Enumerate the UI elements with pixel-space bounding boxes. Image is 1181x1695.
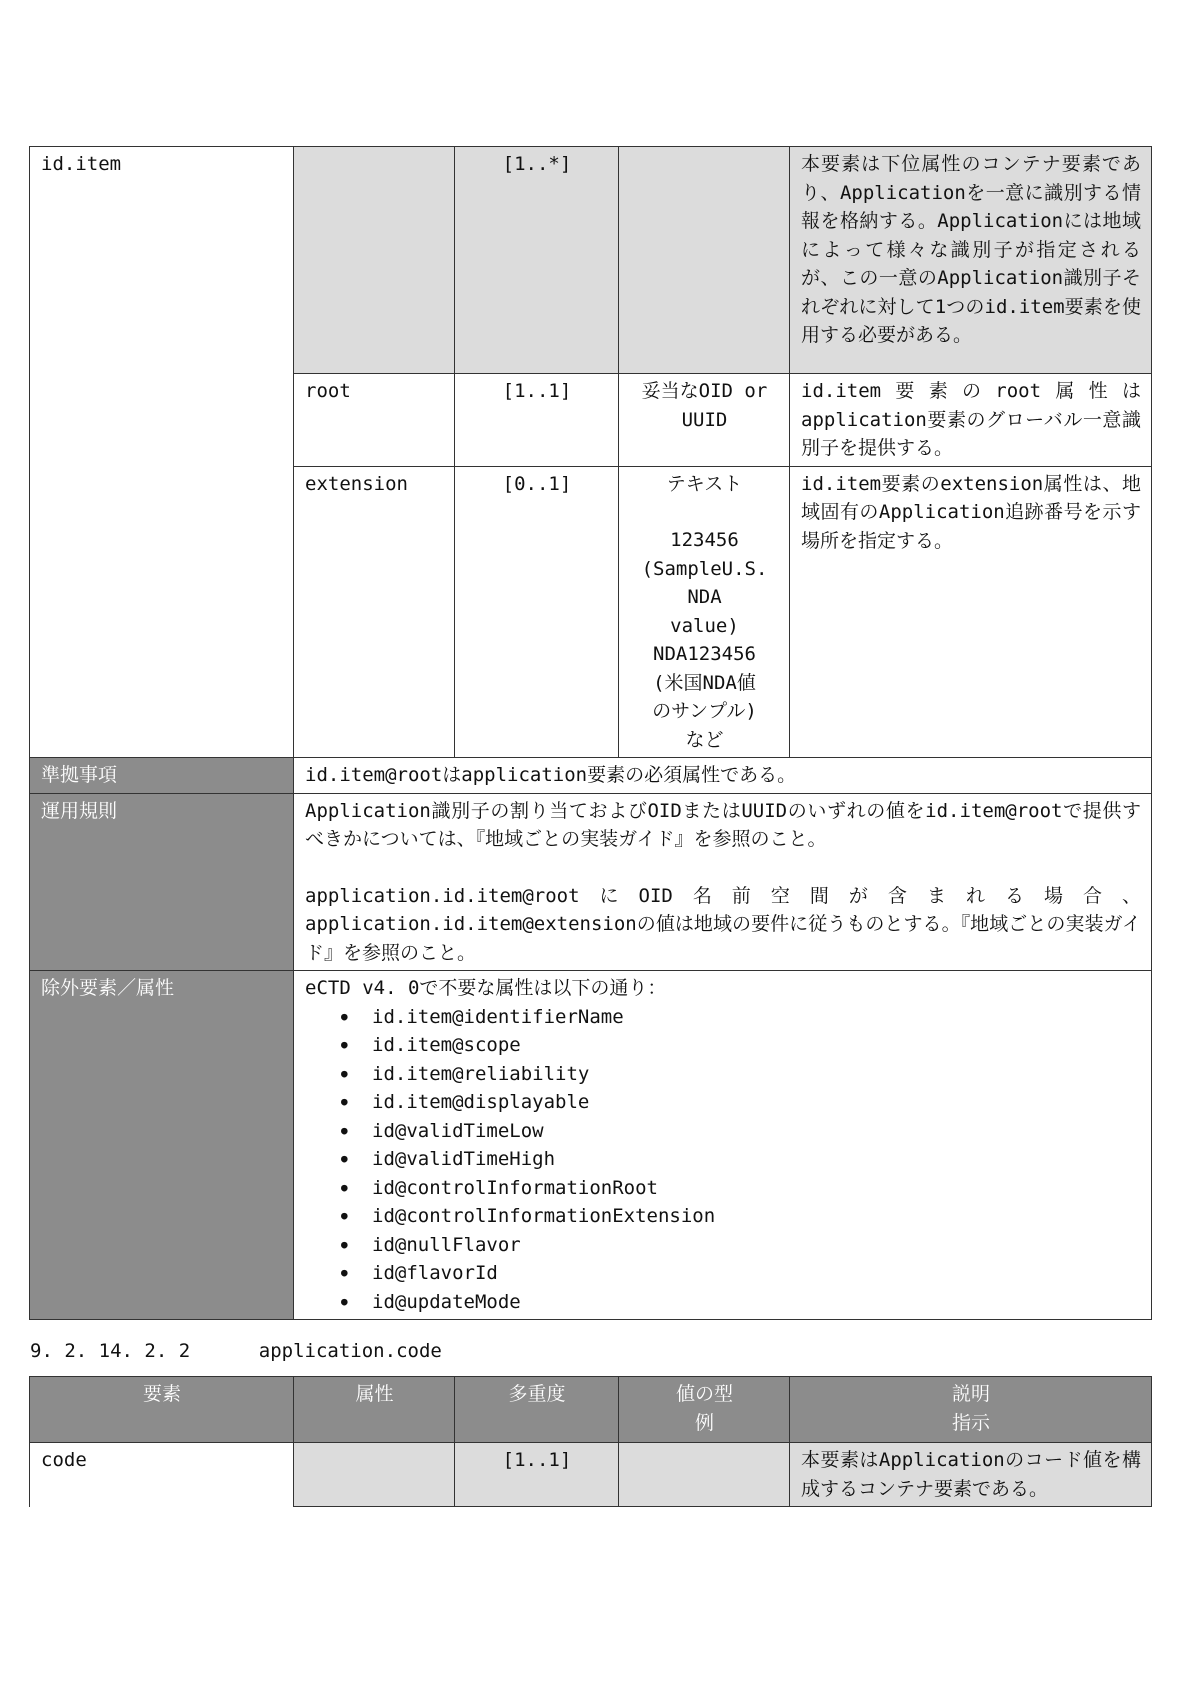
cardinality-cell: [1..1]: [455, 374, 619, 467]
attribute-cell: root: [294, 374, 455, 467]
excluded-item: ● id.item@identifierName: [358, 1003, 1141, 1032]
value-cell: 妥当なOID or UUID: [619, 374, 790, 467]
value-line: のサンプル): [652, 700, 757, 722]
description-cell: id.item要素のroot属性はapplication要素のグローバル一意識別子を提供する。: [790, 374, 1152, 467]
element-cell: code: [30, 1443, 294, 1507]
rules-label: 運用規則: [30, 793, 294, 971]
excluded-item: ● id@flavorId: [358, 1259, 1141, 1288]
attribute-cell: [294, 147, 455, 374]
header-desc-line: 説明: [951, 1383, 990, 1405]
compliance-label: 準拠事項: [30, 758, 294, 794]
code-definition-table: [29, 1376, 1152, 1507]
excluded-row: [30, 971, 1152, 1320]
header-description: [790, 1377, 1152, 1443]
attribute-cell: extension: [294, 466, 455, 758]
value-line: (SampleU.S.: [641, 557, 768, 580]
header-element: 要素: [30, 1377, 294, 1443]
excluded-item: ● id.item@displayable: [358, 1088, 1141, 1117]
value-line: value): [670, 614, 739, 637]
paragraph-gap: [305, 854, 1141, 882]
value-line: 123456: [670, 529, 739, 551]
header-cardinality: 多重度: [455, 1377, 619, 1443]
section-title: application.code: [258, 1340, 442, 1362]
header-desc-line: 指示: [951, 1411, 990, 1434]
excluded-label: 除外要素／属性: [30, 971, 294, 1320]
cardinality-cell: [0..1]: [455, 466, 619, 758]
value-line: [630, 498, 779, 526]
rules-paragraph: Application識別子の割り当ておよびOIDまたはUUIDのいずれの値をid.item@rootで提供すべきかについては、『地域ごとの実装ガイド』を参照のこと。: [305, 799, 1141, 850]
rules-row: [30, 793, 1152, 971]
excluded-item: ● id@validTimeHigh: [358, 1145, 1141, 1174]
value-line: など: [685, 728, 724, 751]
attribute-cell: [294, 1443, 455, 1507]
value-cell: [619, 147, 790, 374]
description-cell: id.item要素のextension属性は、地域固有のApplication追跡番号を示す場所を指定する。: [790, 466, 1152, 758]
value-cell: [619, 466, 790, 758]
excluded-item: ● id@updateMode: [358, 1288, 1141, 1317]
rules-paragraph: application.id.item@rootにOID名前空間が含まれる場合、application.id.item@extensionの値は地域の要件に従うものとする。『地域ごとの実装ガイド』を参照のこと。: [305, 884, 1141, 964]
excluded-text: [294, 971, 1152, 1320]
header-attribute: 属性: [294, 1377, 455, 1443]
value-cell: [619, 1443, 790, 1507]
compliance-text: id.item@rootはapplication要素の必須属性である。: [294, 758, 1152, 794]
section-number: 9. 2. 14. 2. 2: [30, 1340, 191, 1362]
value-line: テキスト: [666, 472, 743, 495]
element-definition-table: [29, 146, 1152, 1320]
excluded-item: ● id.item@scope: [358, 1031, 1141, 1060]
header-value-line: 例: [694, 1411, 714, 1434]
header-value: [619, 1377, 790, 1443]
value-line: NDA123456: [653, 643, 756, 665]
table-row: [30, 1443, 1152, 1507]
element-cell: id.item: [30, 147, 294, 758]
excluded-item: ● id@nullFlavor: [358, 1231, 1141, 1260]
excluded-item: ● id@controlInformationExtension: [358, 1202, 1141, 1231]
excluded-item: ● id.item@reliability: [358, 1060, 1141, 1089]
excluded-intro: eCTD v4. 0で不要な属性は以下の通り：: [305, 977, 667, 999]
excluded-item: ● id@validTimeLow: [358, 1117, 1141, 1146]
header-value-line: 値の型: [675, 1383, 733, 1405]
description-cell: 本要素はApplicationのコード値を構成するコンテナ要素である。: [790, 1443, 1152, 1507]
header-row: [30, 1377, 1152, 1443]
excluded-list: [305, 1003, 1141, 1317]
cardinality-cell: [1..*]: [455, 147, 619, 374]
rules-text: [294, 793, 1152, 971]
value-line: NDA: [687, 586, 722, 608]
description-cell: 本要素は下位属性のコンテナ要素であり、Applicationを一意に識別する情報を格納する。Applicationには地域によって様々な識別子が指定されるが、この一意のApplication識別子それぞれに対して1つのid.item要素を使用する必要がある。: [790, 147, 1152, 374]
value-line: (米国NDA値: [653, 671, 756, 694]
section-heading: [30, 1337, 442, 1366]
excluded-item: ● id@controlInformationRoot: [358, 1174, 1141, 1203]
table-row: [30, 147, 1152, 374]
compliance-row: [30, 758, 1152, 794]
cardinality-cell: [1..1]: [455, 1443, 619, 1507]
